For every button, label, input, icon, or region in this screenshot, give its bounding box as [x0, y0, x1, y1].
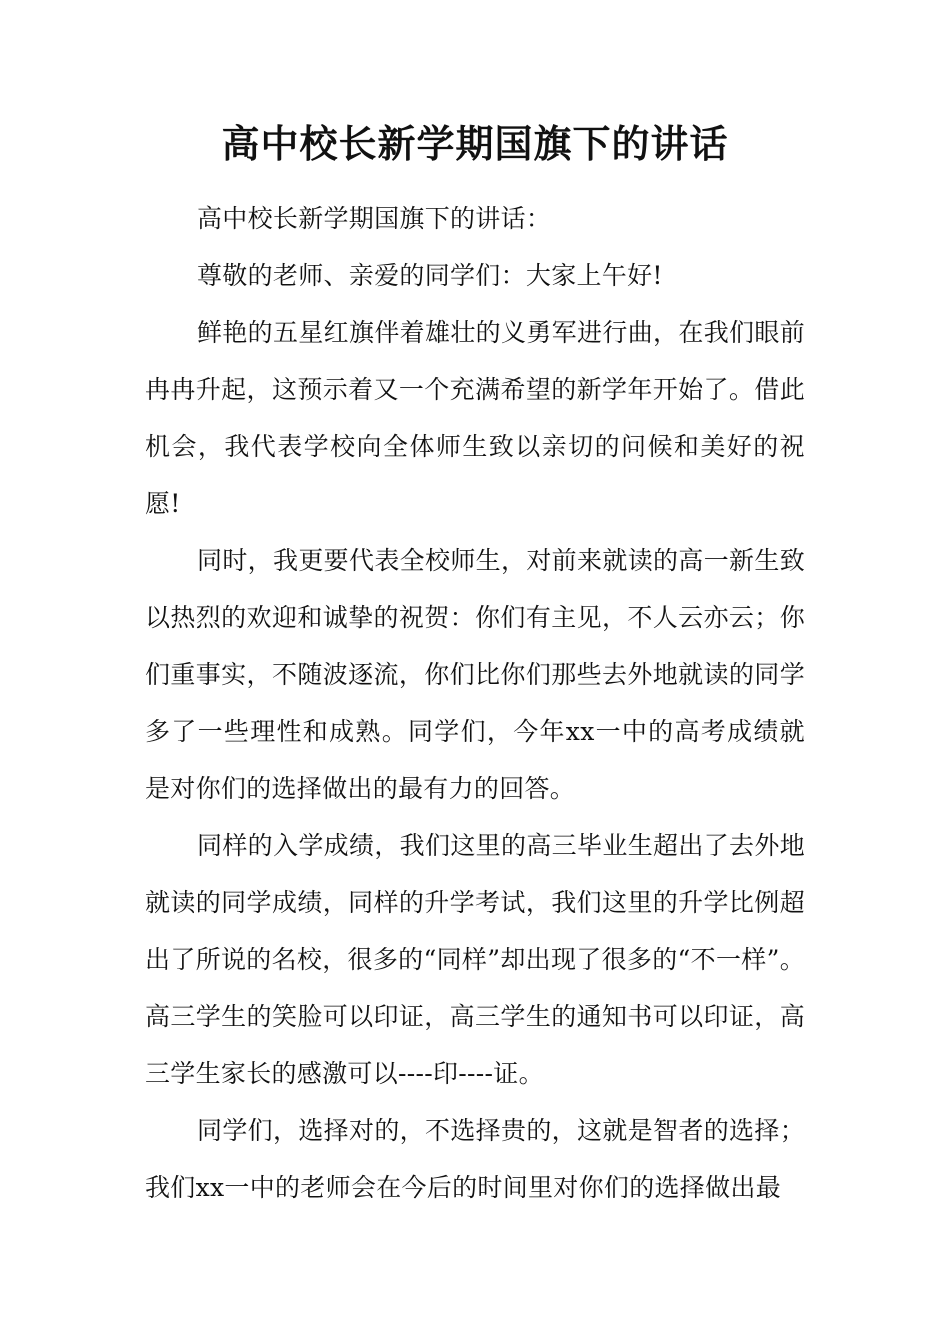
paragraph: 鲜艳的五星红旗伴着雄壮的义勇军进行曲，在我们眼前冉冉升起，这预示着又一个充满希望的新学年开始了。借此机会，我代表学校向全体师生致以亲切的问候和美好的祝愿!	[145, 318, 805, 518]
paragraph-greeting: 尊敬的老师、亲爱的同学们：大家上午好!	[197, 261, 663, 290]
paragraph: 同样的入学成绩，我们这里的高三毕业生超出了去外地就读的同学成绩，同样的升学考试，我们这里的升学比例超出了所说的名校，很多的“同样”却出现了很多的“不一样”。高三学生的笑脸可以印证，高三学生的通知书可以印证，高三学生家长的感激可以----印----证。	[145, 831, 805, 1088]
document-title: 高中校长新学期国旗下的讲话	[221, 121, 729, 166]
paragraph-heading: 高中校长新学期国旗下的讲话：	[197, 204, 552, 233]
paragraph: 同时，我更要代表全校师生，对前来就读的高一新生致以热烈的欢迎和诚挚的祝贺：你们有主见，不人云亦云；你们重事实，不随波逐流，你们比你们那些去外地就读的同学多了一些理性和成熟。同学们，今年xx一中的高考成绩就是对你们的选择做出的最有力的回答。	[145, 546, 805, 803]
paragraph: 同学们，选择对的，不选择贵的，这就是智者的选择；我们xx一中的老师会在今后的时间里对你们的选择做出最	[145, 1116, 805, 1202]
document-body	[145, 190, 805, 1216]
